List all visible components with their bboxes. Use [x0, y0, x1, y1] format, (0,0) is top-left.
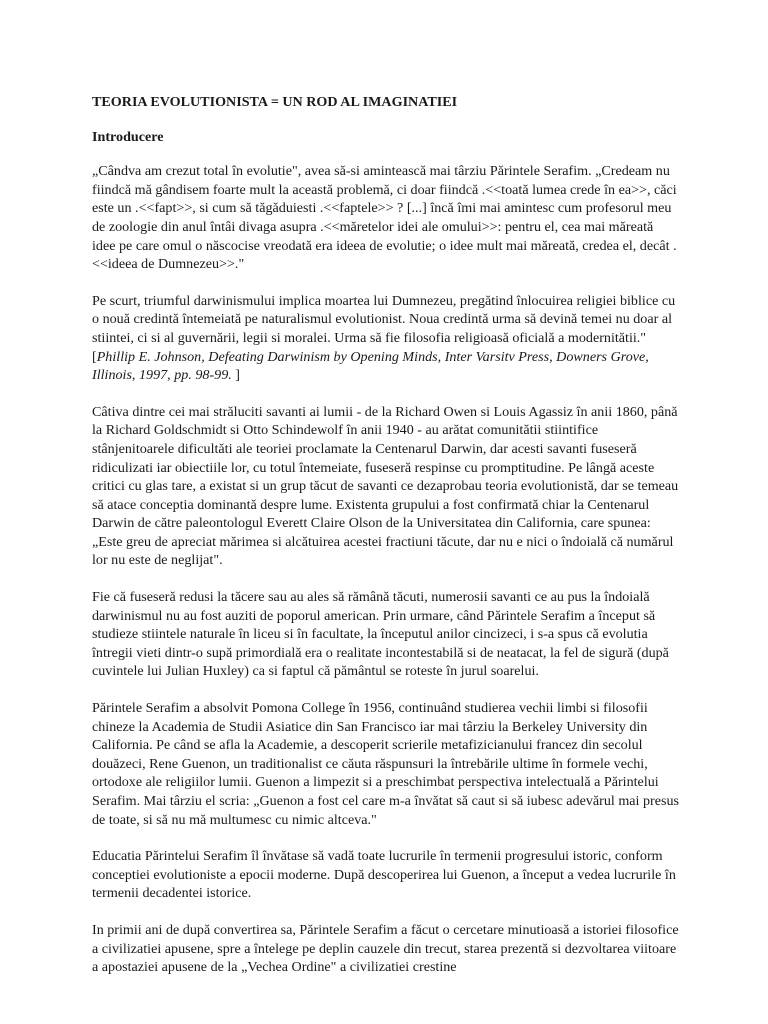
paragraph-2-citation: Phillip E. Johnson, Defeating Darwinism by Opening Minds, Inter Varsitv Press, Downers Grove, Illinois, 1997, pp. 98-99. [92, 348, 649, 384]
document-page [92, 93, 680, 995]
paragraph-2 [92, 292, 680, 385]
paragraph-1: „Cândva am crezut total în evolutie", avea să-si amintească mai târziu Părintele Serafim. „Credeam nu fiindcă mă gândisem foarte mult la această problemă, ci doar fiindcă .<<toată lumea crede în ea>>, căci este un .<<fapt>>, si cum să tăgăduiesti .<<faptele>> ? [...] încă îmi mai amintesc cum profesorul meu de zoologie din anul întâi divaga asupra .<<măretelor idei ale omului>>: pentru el, cea mai măreată idee pe care omul o născocise vreodată era ideea de evolutie; o idee mult mai măreată, credea el, decât .<<ideea de Dumnezeu>>." [92, 163, 677, 273]
paragraph-5: Părintele Serafim a absolvit Pomona College în 1956, continuând studierea vechii limbi si filosofii chineze la Academia de Studii Asiatice din San Francisco iar mai târziu la Berkeley University din California. Pe când se afla la Academie, a descoperit scrierile metafizicianului francez din secolul douăzeci, Rene Guenon, un traditionalist ce căuta răspunsuri la întrebările ultime în formele vechi, ortodoxe ale religiilor lumii. Guenon a limpezit si a preschimbat perspectiva intelectuală a Părintelui Serafim. Mai târziu el scria: „Guenon a fost cel care m-a învătat să caut si să iubesc adevărul mai presus de toate, si să nu mă multumesc cu nimic altceva." [92, 700, 680, 828]
paragraph-2-end: ] [231, 367, 240, 384]
section-heading: Introducere [92, 128, 164, 145]
document-title: TEORIA EVOLUTIONISTA = UN ROD AL IMAGINATIEI [92, 94, 458, 110]
paragraph-2-text: Pe scurt, triumful darwinismului implica moartea lui Dumnezeu, pregătind înlocuirea religiei biblice cu o nouă credintă întemeiată pe naturalismul evolutionist. Noua credintă urma să devină temei nu doar al stiintei, ci si al guvernării, legii si moralei. Urma să fie filosofia religioasă oficială a modernitătii." [ [92, 292, 676, 365]
paragraph-6: Educatia Părintelui Serafim îl învătase să vadă toate lucrurile în termenii progresului istoric, conform conceptiei evolutioniste a epocii moderne. După descoperirea lui Guenon, a început a vedea lucrurile în termenii decadentei istorice. [92, 848, 676, 902]
paragraph-4: Fie că fuseseră redusi la tăcere sau au ales să rămână tăcuti, numerosii savanti ce au pus la îndoială darwinismul nu au fost auziti de poporul american. Prin urmare, când Părintele Serafim a început să studieze stiintele naturale în liceu si în facultate, la începutul anilor cincizeci, i s-a spus că evolutia întregii vieti dintr-o supă primordială era o realitate incontestabilă si de neatacat, la fel de sigură (după cuvintele lui Julian Huxley) ca si faptul că pământul se roteste în jurul soarelui. [92, 589, 669, 680]
paragraph-7: In primii ani de după convertirea sa, Părintele Serafim a făcut o cercetare minutioasă a istoriei filosofice a civilizatiei apusene, spre a întelege pe deplin cauzele din trecut, starea prezentă si dezvoltarea viitoare a apostaziei apusene de la „Vechea Ordine" a civilizatiei crestine [92, 921, 679, 976]
paragraph-3: Câtiva dintre cei mai străluciti savanti ai lumii - de la Richard Owen si Louis Agassiz în anii 1860, până la Richard Goldschmidt si Otto Schindewolf în anii 1940 - au arătat comunitătii stiintifice stânjenitoarele dificultăti ale teoriei proclamate la Centenarul Darwin, dar acesti savanti fuseseră ridiculizati iar obiectiile lor, cu totul întemeiate, fuseseră respinse cu promptitudine. Pe lângă aceste critici cu glas tare, a existat si un grup tăcut de savanti ce dezaprobau teoria evolutionistă, dar se temeau să atace conceptia dominantă despre lume. Existenta grupului a fost confirmată chiar la Centenarul Darwin de către paleontologul Everett Claire Olson de la Universitatea din California, care spunea: „Este greu de apreciat mărimea si alcătuirea acestei fractiuni tăcute, dar nu e nici o îndoială că numărul lor nu este de neglijat". [92, 403, 679, 569]
